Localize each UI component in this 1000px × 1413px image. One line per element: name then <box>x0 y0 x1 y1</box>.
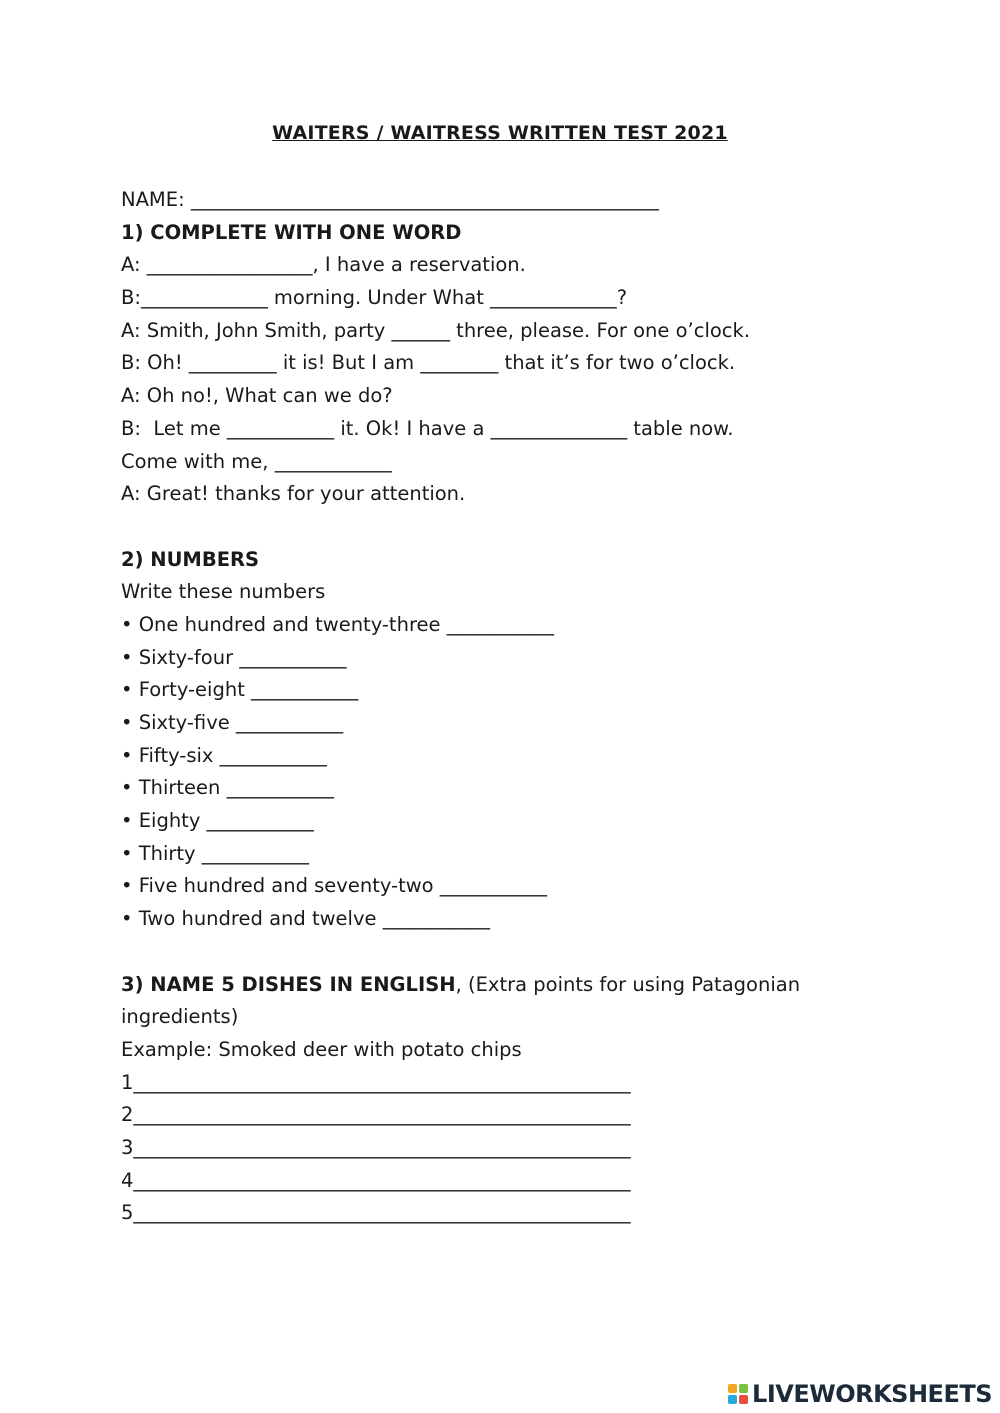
dish-answer-line[interactable]: 2___________________________________________________ <box>121 1103 631 1127</box>
liveworksheets-logo-icon <box>728 1384 748 1404</box>
worksheet-content <box>121 184 921 1230</box>
name-field-line[interactable]: NAME: ________________________________________________ <box>121 188 659 211</box>
dialogue-line[interactable]: B: Oh! _________ it is! But I am ________ that it’s for two o’clock. <box>121 351 736 375</box>
section-spacer <box>121 511 921 544</box>
section-spacer <box>121 936 921 969</box>
dialogue-line[interactable]: B: Let me ___________ it. Ok! I have a ______________ table now. <box>121 416 734 440</box>
dialogue-line: A: Great! thanks for your attention. <box>121 482 466 506</box>
section3-heading-line <box>121 969 921 1002</box>
section2-heading: 2) NUMBERS <box>121 547 260 571</box>
dialogue-line[interactable]: A: Smith, John Smith, party ______ three, please. For one o’clock. <box>121 318 751 342</box>
dialogue-line: A: Oh no!, What can we do? <box>121 384 393 408</box>
number-item[interactable]: • Forty-eight ___________ <box>121 678 359 702</box>
number-item[interactable]: • Thirty ___________ <box>121 841 310 865</box>
section2-instruction: Write these numbers <box>121 580 326 604</box>
number-item[interactable]: • Two hundred and twelve ___________ <box>121 907 490 931</box>
number-item[interactable]: • Sixty-five ___________ <box>121 711 344 734</box>
dialogue-line[interactable]: A: _________________, I have a reservation. <box>121 253 526 277</box>
liveworksheets-logo-text: LIVEWORKSHEETS <box>752 1380 992 1408</box>
dish-answer-line[interactable]: 4___________________________________________________ <box>121 1168 631 1192</box>
dish-answer-line[interactable]: 3___________________________________________________ <box>121 1135 631 1159</box>
dialogue-line[interactable]: B:_____________ morning. Under What _____________? <box>121 286 628 310</box>
worksheet-title: WAITERS / WAITRESS WRITTEN TEST 2021 <box>272 122 728 144</box>
section3-heading-continuation: ingredients) <box>121 1005 239 1029</box>
liveworksheets-watermark <box>728 1379 992 1409</box>
number-item[interactable]: • Sixty-four ___________ <box>121 645 347 669</box>
dish-answer-line[interactable]: 5___________________________________________________ <box>121 1201 631 1225</box>
section3-heading: 3) NAME 5 DISHES IN ENGLISH <box>121 972 456 996</box>
dialogue-line[interactable]: Come with me, ____________ <box>121 449 392 473</box>
number-item[interactable]: • Five hundred and seventy-two ___________ <box>121 874 548 898</box>
number-item[interactable]: • One hundred and twenty-three ___________ <box>121 612 554 636</box>
section1-heading: 1) COMPLETE WITH ONE WORD <box>121 220 462 244</box>
number-item[interactable]: • Eighty ___________ <box>121 809 314 833</box>
section3-example: Example: Smoked deer with potato chips <box>121 1037 522 1061</box>
section3-heading-note: , (Extra points for using Patagonian <box>455 972 801 996</box>
number-item[interactable]: • Thirteen ___________ <box>121 776 334 800</box>
dish-answer-line[interactable]: 1___________________________________________________ <box>121 1070 631 1094</box>
number-item[interactable]: • Fifty-six ___________ <box>121 743 327 767</box>
